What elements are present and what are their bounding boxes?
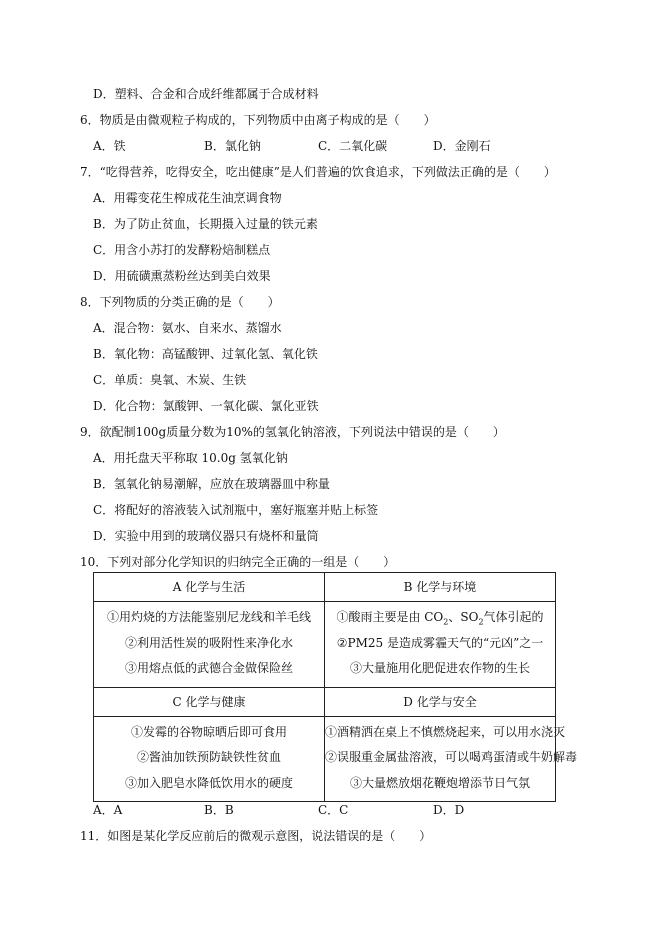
q7-option-c: C．用含小苏打的发酵粉焙制糕点 bbox=[93, 243, 271, 257]
q8-option-d: D．化合物：氯酸钾、一氧化碳、氯化亚铁 bbox=[93, 399, 319, 413]
q10-option-a: A．A bbox=[93, 803, 123, 817]
q11-stem: 11．如图是某化学反应前后的微观示意图，说法错误的是（ ） bbox=[80, 829, 432, 843]
q7-option-a: A．用霉变花生榨成花生油烹调食物 bbox=[93, 191, 282, 205]
q10-option-c: C．C bbox=[318, 803, 349, 817]
q8-option-a: A．混合物：氨水、自来水、蒸馏水 bbox=[93, 321, 282, 335]
q6-option-b: B．氯化钠 bbox=[204, 139, 261, 153]
q10-d-item: ②误服重金属盐溶液，可以喝鸡蛋清或牛奶解毒 bbox=[325, 750, 578, 764]
q10-b-item: ①酸雨主要是由 $CO_2$、$SO_2$气体引起的 bbox=[336, 610, 544, 627]
q6-option-c: C．二氧化碳 bbox=[318, 139, 388, 153]
q10-header-a: A 化学与生活 bbox=[94, 573, 325, 602]
q8-option-b: B．氧化物：高锰酸钾、过氧化氢、氧化铁 bbox=[93, 347, 318, 361]
q6-option-d: D．金刚石 bbox=[433, 139, 491, 153]
q10-d-item: ①酒精洒在桌上不慎燃烧起来，可以用水浇灭 bbox=[325, 724, 566, 739]
q10-a-item: ③用熔点低的武德合金做保险丝 bbox=[124, 661, 293, 675]
q6-options bbox=[0, 139, 560, 153]
q9-option-c: C．将配好的溶液装入试剂瓶中，塞好瓶塞并贴上标签 bbox=[93, 503, 379, 517]
q8-stem: 8．下列物质的分类正确的是（ ） bbox=[80, 295, 280, 309]
q10-header-b: B 化学与环境 bbox=[325, 573, 556, 602]
q10-header-c: C 化学与健康 bbox=[94, 687, 325, 716]
q6-option-a: A．铁 bbox=[93, 139, 126, 153]
q10-cell-d bbox=[325, 716, 578, 802]
q7-option-d: D．用硫磺熏蒸粉丝达到美白效果 bbox=[93, 269, 271, 283]
q10-cell-b bbox=[325, 602, 556, 688]
q7-stem: 7．“吃得营养，吃得安全，吃出健康”是人们普遍的饮食追求，下列做法正确的是（ ） bbox=[80, 165, 556, 179]
q10-stem: 10．下列对部分化学知识的归纳完全正确的一组是（ ） bbox=[80, 555, 396, 569]
q9-stem: 9．欲配制100g质量分数为10%的氢氧化钠溶液，下列说法中错误的是（ ） bbox=[80, 425, 505, 439]
q10-b-item: ③大量施用化肥促进农作物的生长 bbox=[349, 661, 530, 675]
q10-cell-a bbox=[94, 602, 325, 688]
q10-cell-c bbox=[94, 716, 325, 802]
q6-stem: 6．物质是由微观粒子构成的，下列物质中由离子构成的是（ ） bbox=[80, 113, 436, 127]
q10-b-item: ②PM25 是造成雾霾天气的“元凶”之一 bbox=[336, 635, 544, 650]
q8-option-c: C．单质：臭氧、木炭、生铁 bbox=[93, 373, 247, 387]
q5-option-d: D．塑料、合金和合成纤维都属于合成材料 bbox=[93, 87, 319, 101]
q9-option-a: A．用托盘天平称取 10.0g 氢氧化钠 bbox=[93, 451, 288, 465]
q10-header-d: D 化学与安全 bbox=[325, 687, 556, 716]
q10-a-item: ①用灼烧的方法能鉴别尼龙线和羊毛线 bbox=[106, 610, 311, 624]
q9-option-d: D．实验中用到的玻璃仪器只有烧杯和量筒 bbox=[93, 529, 319, 543]
q10-d-item: ③大量燃放烟花鞭炮增添节日气氛 bbox=[349, 775, 530, 790]
q10-table bbox=[93, 572, 578, 802]
q10-a-item: ②利用活性炭的吸附性来净化水 bbox=[124, 635, 293, 650]
q9-option-b: B．氢氧化钠易潮解，应放在玻璃器皿中称量 bbox=[93, 477, 330, 491]
q10-c-item: ③加入肥皂水降低饮用水的硬度 bbox=[124, 775, 293, 790]
q10-c-item: ①发霉的谷物晾晒后即可食用 bbox=[130, 724, 287, 739]
q7-option-b: B．为了防止贫血，长期摄入过量的铁元素 bbox=[93, 217, 318, 231]
q10-option-b: B．B bbox=[204, 803, 234, 817]
q10-c-item: ②酱油加铁预防缺铁性贫血 bbox=[136, 750, 281, 764]
q10-options bbox=[0, 803, 560, 817]
q10-option-d: D．D bbox=[433, 803, 465, 817]
